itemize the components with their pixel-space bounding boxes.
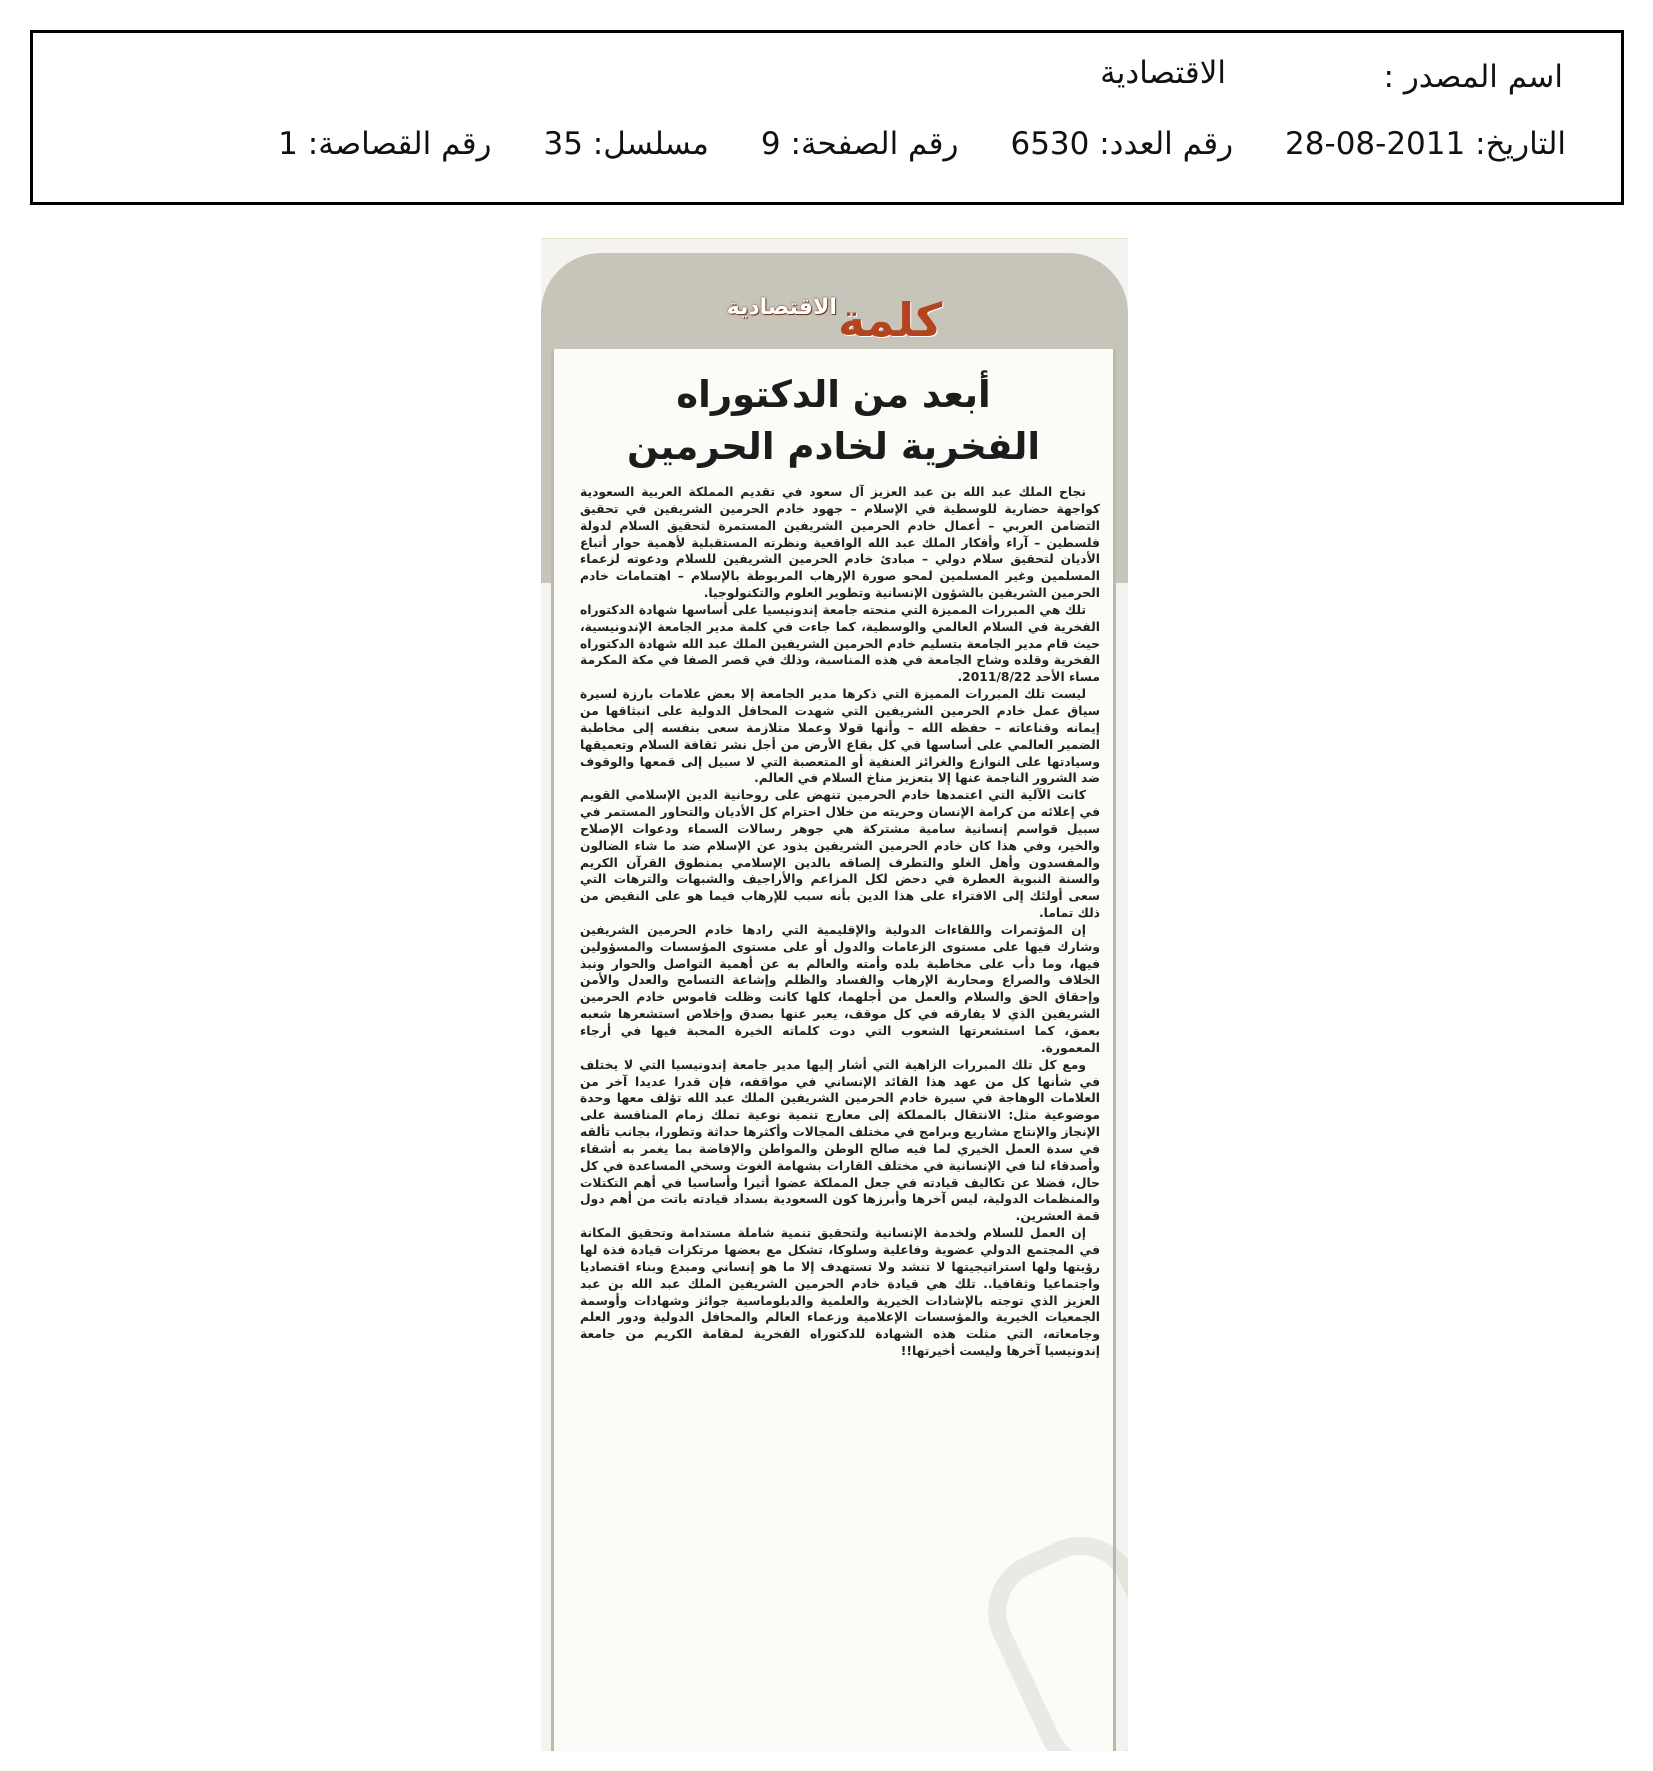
headline-line-1: أبعد من الدكتوراه — [676, 373, 991, 416]
date-field: التاريخ: 2011-08-28 — [1285, 126, 1566, 162]
article-text — [580, 484, 1100, 1360]
newspaper-clipping — [541, 238, 1128, 1751]
metadata-line — [278, 126, 1566, 162]
source-label: اسم المصدر : — [1383, 59, 1563, 95]
page-number-field: رقم الصفحة: 9 — [760, 126, 959, 162]
masthead-main: كلمة — [837, 293, 943, 347]
article-paragraph: إن العمل للسلام ولخدمة الإنسانية ولتحقيق تنمية شاملة مستدامة وتحقيق المكانة في المجتمع الدولي عضوية وفاعلية وسلوكا، تشكل مع بعضها مرتكزات قيادة فذة لها رؤيتها ولها استراتيجيتها لا تنشد ولا تستهدف إلا ما هو إنساني ومبدع وبناء اقتصاديا واجتماعيا وثقافيا.. تلك هي قيادة خادم الحرمين الشريفين الملك عبد الله بن عبد العزيز الذي توجته بالإشادات الخيرية والعلمية والدبلوماسية جوائز وشهادات وأوسمة الجمعيات الخيرية والمؤسسات الإعلامية وزعماء العالم والمحافل الدولية ودور العلم وجامعاته، التي مثلت هذه الشهادة للدكتوراه الفخرية لمقامة الكريم من جامعة إندونيسيا آخرها وليست أخيرتها!! — [580, 1226, 1100, 1359]
serial-field: مسلسل: 35 — [543, 126, 709, 162]
source-info-box — [30, 30, 1624, 205]
column-masthead — [541, 293, 1128, 347]
issue-number-field: رقم العدد: 6530 — [1010, 126, 1234, 162]
headline-line-2: الفخرية لخادم الحرمين — [626, 425, 1041, 468]
article-paragraph: ومع كل تلك المبررات الزاهية التي أشار إليها مدير جامعة إندونيسيا التي لا يختلف في شأنها كل من عهد هذا القائد الإنساني في مواقفه، فإن قدرا عديدا آخر من العلامات الوهاجة في سيرة خادم الحرمين الشريفين الملك عبد الله تؤلف معها وحدة موضوعية مثل: الانتقال بالمملكة إلى معارج تنمية نوعية تملك زمام المنافسة على الإنجاز والإنتاج مشاريع وبرامج في مختلف المجالات وأكثرها حداثة وتطورا، بجانب تألقه في سدة العمل الخيري لما فيه صالح الوطن والمواطن والإفاضة بما يغمر به أشقاء وأصدقاء لنا في الإنسانية في مختلف القارات بشهامة الغوث وسخي المساعدة في كل حال، فضلا عن تكاليف قيادته في جعل المملكة عضوا أثيرا وأساسيا في أهم التكتلات والمنظمات الدولية، ليس آخرها وأبرزها كون السعودية بسداد قيادته باتت من أهم دول قمة العشرين. — [580, 1057, 1100, 1224]
article-headline — [554, 369, 1113, 473]
article-paragraph: كانت الآلية التي اعتمدها خادم الحرمين تنهض على روحانية الدين الإسلامي القويم في إعلائه من كرامة الإنسان وحريته من خلال احترام كل الأديان والتحاور المستمر في سبيل قواسم إنسانية سامية مشتركة هي جوهر رسالات السماء ودعوات الإصلاح والخير، وفي هذا كان خادم الحرمين الشريفين يذود عن الإسلام ضد ما شاء الضالون والمفسدون وأهل الغلو والتطرف إلصاقه بالدين الإسلامي بمنطوق القرآن الكريم والسنة النبوية العطرة في دحض لكل المزاعم والأراجيف والشبهات والترهات التي سعى أولئك إلى الافتراء على هذا الدين بأنه سبب للإرهاب فيما هو على النقيض من ذلك تماما. — [580, 788, 1100, 921]
article-paragraph: تلك هي المبررات المميزة التي منحته جامعة إندونيسيا على أساسها شهادة الدكتوراه الفخرية في السلام العالمي والوسطية، كما جاءت في كلمة مدير الجامعة الإندونيسية، حيث قام مدير الجامعة بتسليم خادم الحرمين الشريفين الملك عبد الله شهادة الدكتوراه الفخرية وقلده وشاح الجامعة في هذه المناسبة، وذلك في قصر الصفا في مكة المكرمة مساء الأحد 2011/8/22. — [580, 602, 1100, 685]
article-paragraph: ليست تلك المبررات المميزة التي ذكرها مدير الجامعة إلا بعض علامات بارزة لسيرة سياق عمل خادم الحرمين الشريفين التي شهدت المحافل الدولية على انبثاقها من إيمانه وقناعاته – حفظه الله – وأنها قولا وعملا متلازمة سعى بنفسه إلى مخاطبة الضمير العالمي على أساسها في كل بقاع الأرض من أجل نشر ثقافة السلام وتعميقها وسيادتها على النوازع والغرائز العنفية أو المتعصبة التي لا سبيل إلى قمعها والوقوف ضد الشرور الناجمة عنها إلا بتعزيز مناخ السلام في العالم. — [580, 687, 1100, 786]
article-paragraph: نجاح الملك عبد الله بن عبد العزيز آل سعود في تقديم المملكة العربية السعودية كواجهة حضارية للوسطية في الإسلام – جهود خادم الحرمين الشريفين في تحقيق التضامن العربي – أعمال خادم الحرمين الشريفين المستمرة لتحقيق السلام لدولة فلسطين – آراء وأفكار الملك عبد الله الواقعية ونظرته المستقبلية لأهمية حوار أتباع الأديان لتحقيق سلام دولي – مبادئ خادم الحرمين الشريفين للسلام ودعوته لزعماء المسلمين وغير المسلمين لمحو صورة الإرهاب المربوطة بالإسلام – اهتمامات خادم الحرمين الشريفين بالشؤون الإنسانية وتطوير العلوم والتكنولوجيا. — [580, 485, 1100, 601]
clip-number-field: رقم القصاصة: 1 — [278, 126, 492, 162]
source-value: الاقتصادية — [1100, 55, 1226, 91]
article-paragraph: إن المؤتمرات واللقاءات الدولية والإقليمية التي رادها خادم الحرمين الشريفين وشارك فيها على مستوى الزعامات والدول أو على مستوى المؤسسات والمسؤولين فيها، وما دأب على مخاطبة بلده وأمته والعالم به عن أهمية التواصل والحوار ونبذ الخلاف والصراع ومحاربة الإرهاب والفساد والظلم وإشاعة التسامح والعدل والأمن وإحقاق الحق والسلام والعمل من أجلهما، كلها كانت وظلت قاموس خادم الحرمين الشريفين الذي لا يفارقه في كل موقف، يعبر عنها بصدق وإخلاص استشعرها شعبه بعمق، كما استشعرتها الشعوب التي دوت كلماته الخيرة المحبة فيها في أرجاء المعمورة. — [580, 922, 1100, 1055]
article-body-panel — [551, 349, 1116, 1751]
masthead-sub: الاقتصادية — [726, 295, 837, 320]
